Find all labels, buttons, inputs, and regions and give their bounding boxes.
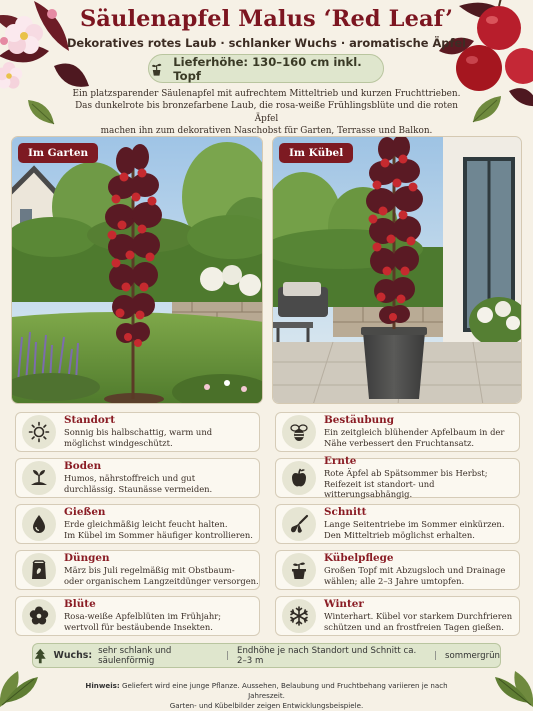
container-photo <box>272 136 522 404</box>
care-card-giessen <box>15 504 260 544</box>
leaf-decoration <box>471 94 505 124</box>
card-title: Kübelpflege <box>324 552 394 565</box>
sun-icon <box>28 421 50 443</box>
care-card-bestaeubung <box>275 412 520 452</box>
care-card-boden <box>15 458 260 498</box>
water-drop-icon <box>28 513 50 535</box>
note-text: Geliefert wird eine junge Pflanze. Aussehen, Belaubung und Fruchtbehang variieren je nach Jahreszeit. <box>121 681 448 700</box>
intro-line: machen ihn zum dekorativen Naschobst für Garten, Terrasse und Balkon. <box>100 125 433 136</box>
card-text: Rote Äpfel ab Spätsommer bis Herbst; <box>324 467 488 478</box>
card-text: Den Mitteltrieb möglichst erhalten. <box>324 529 475 540</box>
leaf-decoration <box>26 98 56 126</box>
card-text: Ein zeitgleich blühender Apfelbaum in der <box>324 427 505 438</box>
care-card-schnitt <box>275 504 520 544</box>
apple-icon <box>288 467 310 489</box>
card-text: Im Kübel im Sommer häufiger kontrollieren. <box>64 529 253 540</box>
card-text: schützen und an frostfreien Tagen gießen. <box>324 621 504 632</box>
leaf-decoration <box>0 653 48 709</box>
card-text: durchlässig. Staunässe vermeiden. <box>64 483 213 494</box>
care-card-duengen <box>15 550 260 590</box>
card-text: Humos, nährstoffreich und gut <box>64 473 196 484</box>
card-text: März bis Juli regelmäßig mit Obstbaum- <box>64 565 235 576</box>
intro-line: Ein platzsparender Säulenapfel mit aufrechtem Mitteltrieb und kurzen Fruchttrieben. <box>72 89 461 99</box>
bee-icon <box>288 421 310 443</box>
card-text: Rosa-weiße Apfelblüten im Frühjahr; <box>64 611 222 622</box>
fertilizer-bag-icon <box>28 559 50 581</box>
growth-label: Wuchs: <box>53 650 93 661</box>
pot-plant-icon <box>149 61 164 77</box>
growth-height: Endhöhe je nach Standort und Schnitt ca. 2–3 m <box>237 645 417 666</box>
card-text: Großen Topf mit Abzugsloch und Drainage <box>324 565 506 576</box>
growth-foliage: sommergrün <box>444 650 500 661</box>
note-label: Hinweis: <box>85 681 120 690</box>
card-text: wertvoll für bestäubende Insekten. <box>64 621 213 632</box>
container-label: Im Kübel <box>279 143 353 163</box>
card-title: Düngen <box>64 552 110 565</box>
card-text: Lange Seitentriebe im Sommer einkürzen. <box>324 519 505 530</box>
card-title: Schnitt <box>324 506 367 519</box>
card-text: wählen; alle 2–3 Jahre umtopfen. <box>324 575 465 586</box>
growth-info-bar: Wuchs: sehr schlank und säulenförmig | Endhöhe je nach Standort und Schnitt ca. 2–3 m | sommergrün <box>32 643 501 668</box>
intro-line: Das dunkelrote bis bronzefarbene Laub, die rosa-weiße Frühlingsblüte und die roten Äpfel <box>75 101 458 124</box>
card-title: Boden <box>64 460 102 473</box>
page-title: Säulenapfel Malus ‘Red Leaf’ <box>79 6 454 32</box>
garden-photo <box>11 136 263 404</box>
card-title: Standort <box>64 414 116 427</box>
leaf-decoration <box>485 653 533 709</box>
card-text: Erde gleichmäßig leicht feucht halten. <box>64 519 228 530</box>
card-title: Winter <box>324 598 364 611</box>
garden-label: Im Garten <box>18 143 98 163</box>
card-text: oder organischem Langzeitdünger versorgen. <box>64 575 259 586</box>
card-title: Ernte <box>324 454 357 467</box>
care-card-kuebelpflege <box>275 550 520 590</box>
snowflake-icon <box>288 605 310 627</box>
intro-text <box>70 88 463 137</box>
card-title: Gießen <box>64 506 106 519</box>
care-card-ernte <box>275 454 520 500</box>
page-subtitle: Dekoratives rotes Laub · schlanker Wuchs · aromatische Äpfel <box>66 36 467 50</box>
care-card-bluete <box>15 596 260 636</box>
blossom-icon <box>28 605 50 627</box>
note-text: Garten- und Kübelbilder zeigen Entwicklungsbeispiele. <box>169 700 364 710</box>
card-title: Blüte <box>64 598 96 611</box>
growth-shape: sehr schlank und säulenförmig <box>98 645 172 666</box>
care-card-winter <box>275 596 520 636</box>
card-title: Bestäubung <box>324 414 394 427</box>
card-text: Nähe verbessert den Fruchtansatz. <box>324 437 475 448</box>
card-text: Reifezeit ist standort- und witterungsabhängig. <box>324 478 435 500</box>
card-text: Winterhart. Kübel vor starkem Durchfrieren <box>324 611 513 622</box>
pot-plant-icon <box>288 559 310 581</box>
pruning-shears-icon <box>288 513 310 535</box>
delivery-height-text: Lieferhöhe: 130–160 cm inkl. Topf <box>173 54 362 83</box>
delivery-note <box>70 681 463 711</box>
delivery-height-badge <box>148 54 384 83</box>
card-text: Sonnig bis halbschattig, warm und <box>64 427 213 438</box>
card-text: möglichst windgeschützt. <box>64 437 173 448</box>
care-card-standort <box>15 412 260 452</box>
sprout-icon <box>28 467 50 489</box>
